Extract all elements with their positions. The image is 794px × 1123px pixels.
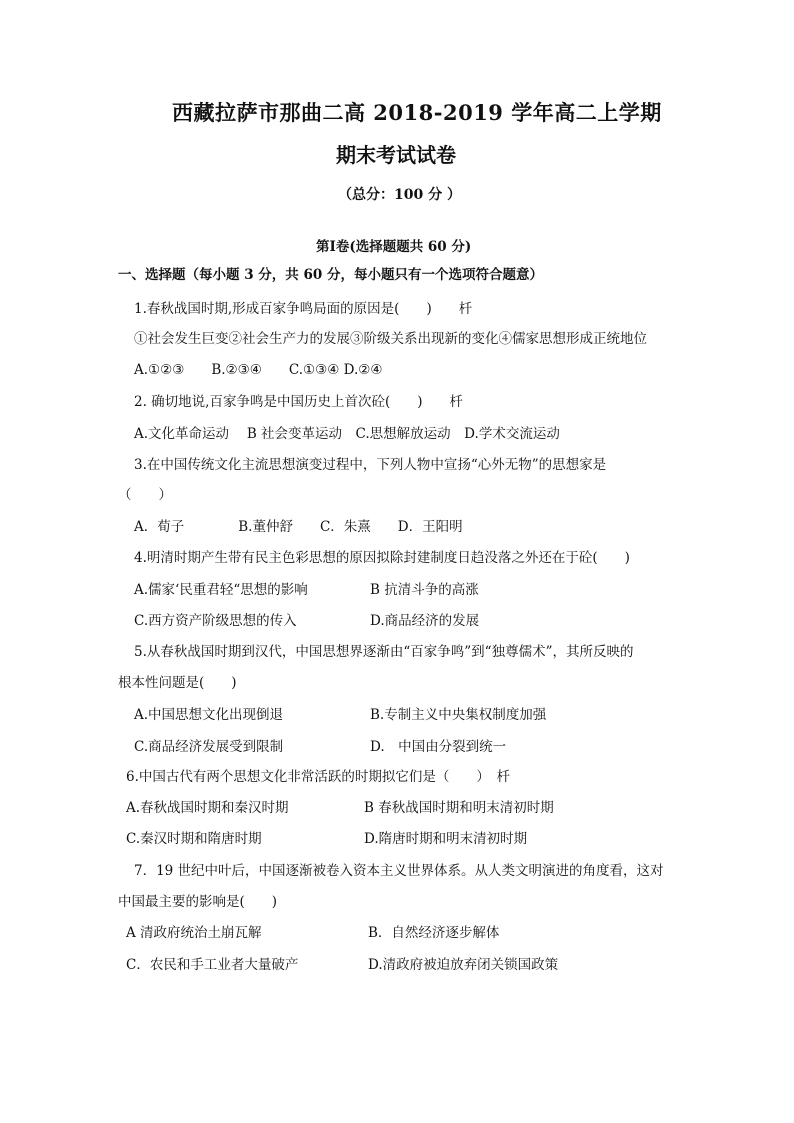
question-2-options: A.文化革命运动 B 社会变革运动 C.思想解放运动 D.学术交流运动 <box>134 426 560 442</box>
question-5-stem-line1: 5.从春秋战国时期到汉代，中国思想界逐渐由“百家争鸣”到“独尊儒术”，其所反映的 <box>134 644 634 660</box>
question-6-option-b: B 春秋战国时期和明末清初时期 <box>364 800 554 816</box>
question-7-option-a: A 清政府统治土崩瓦解 <box>126 925 262 941</box>
question-7-stem-line1: 7．19 世纪中叶后，中国逐渐被卷入资本主义世界体系。从人类文明演进的角度看，这对 <box>134 863 664 879</box>
question-1-statements: ①社会发生巨变②社会生产力的发展③阶级关系出现新的变化④儒家思想形成正统地位 <box>134 331 647 347</box>
question-6-option-a: A.春秋战国时期和秦汉时期 <box>126 800 289 816</box>
exam-title: 西藏拉萨市那曲二高 2018-2019 学年高二上学期 <box>172 100 662 125</box>
section-heading: 一、选择题（每小题 3 分，共 60 分，每小题只有一个选项符合题意） <box>118 267 543 283</box>
question-1-options: A.①②③ B.②③④ C.①③④ D.②④ <box>134 362 383 378</box>
question-4-option-c: C.西方资产阶级思想的传入 <box>134 613 297 629</box>
question-3-options: A．荀子 B.董仲舒 C．朱熹 D．王阳明 <box>134 519 463 535</box>
question-5-option-b: B.专制主义中央集权制度加强 <box>370 707 547 723</box>
question-6-option-c: C.秦汉时期和隋唐时期 <box>126 831 262 847</box>
question-4-option-a: A.儒家‘民重君轻“思想的影响 <box>134 582 308 598</box>
question-4-stem: 4.明清时期产生带有民主色彩思想的原因拟除封建制度日趋没落之外还在于砼( ) <box>134 550 630 566</box>
question-6-stem: 6.中国古代有两个思想文化非常活跃的时期拟它们是（ ） 杄 <box>126 769 511 785</box>
question-2-stem: 2. 确切地说,百家争鸣是中国历史上首次砼( ) 杄 <box>134 394 463 410</box>
question-6-option-d: D.隋唐时期和明末清初时期 <box>364 831 528 847</box>
question-5-option-a: A.中国思想文化出现倒退 <box>134 707 284 723</box>
question-1-stem: 1.春秋战国时期,形成百家争鸣局面的原因是( ) 杄 <box>134 301 473 317</box>
exam-subtitle: 期末考试试卷 <box>336 143 456 167</box>
question-7-stem-line2: 中国最主要的影响是( ) <box>118 894 278 910</box>
question-4-option-d: D.商品经济的发展 <box>370 613 480 629</box>
question-7-option-c: C．农民和手工业者大量破产 <box>126 957 299 973</box>
question-3-stem-line2: （ ） <box>118 487 172 503</box>
question-7-option-d: D.清政府被迫放弃闭关锁国政策 <box>368 957 559 973</box>
total-score: （总分：100 分 ） <box>338 187 461 203</box>
question-3-stem-line1: 3.在中国传统文化主流思想演变过程中，下列人物中宣扬“心外无物”的思想家是 <box>134 457 607 473</box>
question-4-option-b: B 抗清斗争的高涨 <box>370 582 479 598</box>
question-5-stem-line2: 根本性问题是( ) <box>118 675 237 691</box>
question-5-option-d: D. 中国由分裂到统一 <box>370 739 507 755</box>
question-5-option-c: C.商品经济发展受到限制 <box>134 739 284 755</box>
question-7-option-b: B．自然经济逐步解体 <box>368 925 500 941</box>
part-title: 第Ⅰ卷(选择题题共 60 分) <box>316 239 472 255</box>
